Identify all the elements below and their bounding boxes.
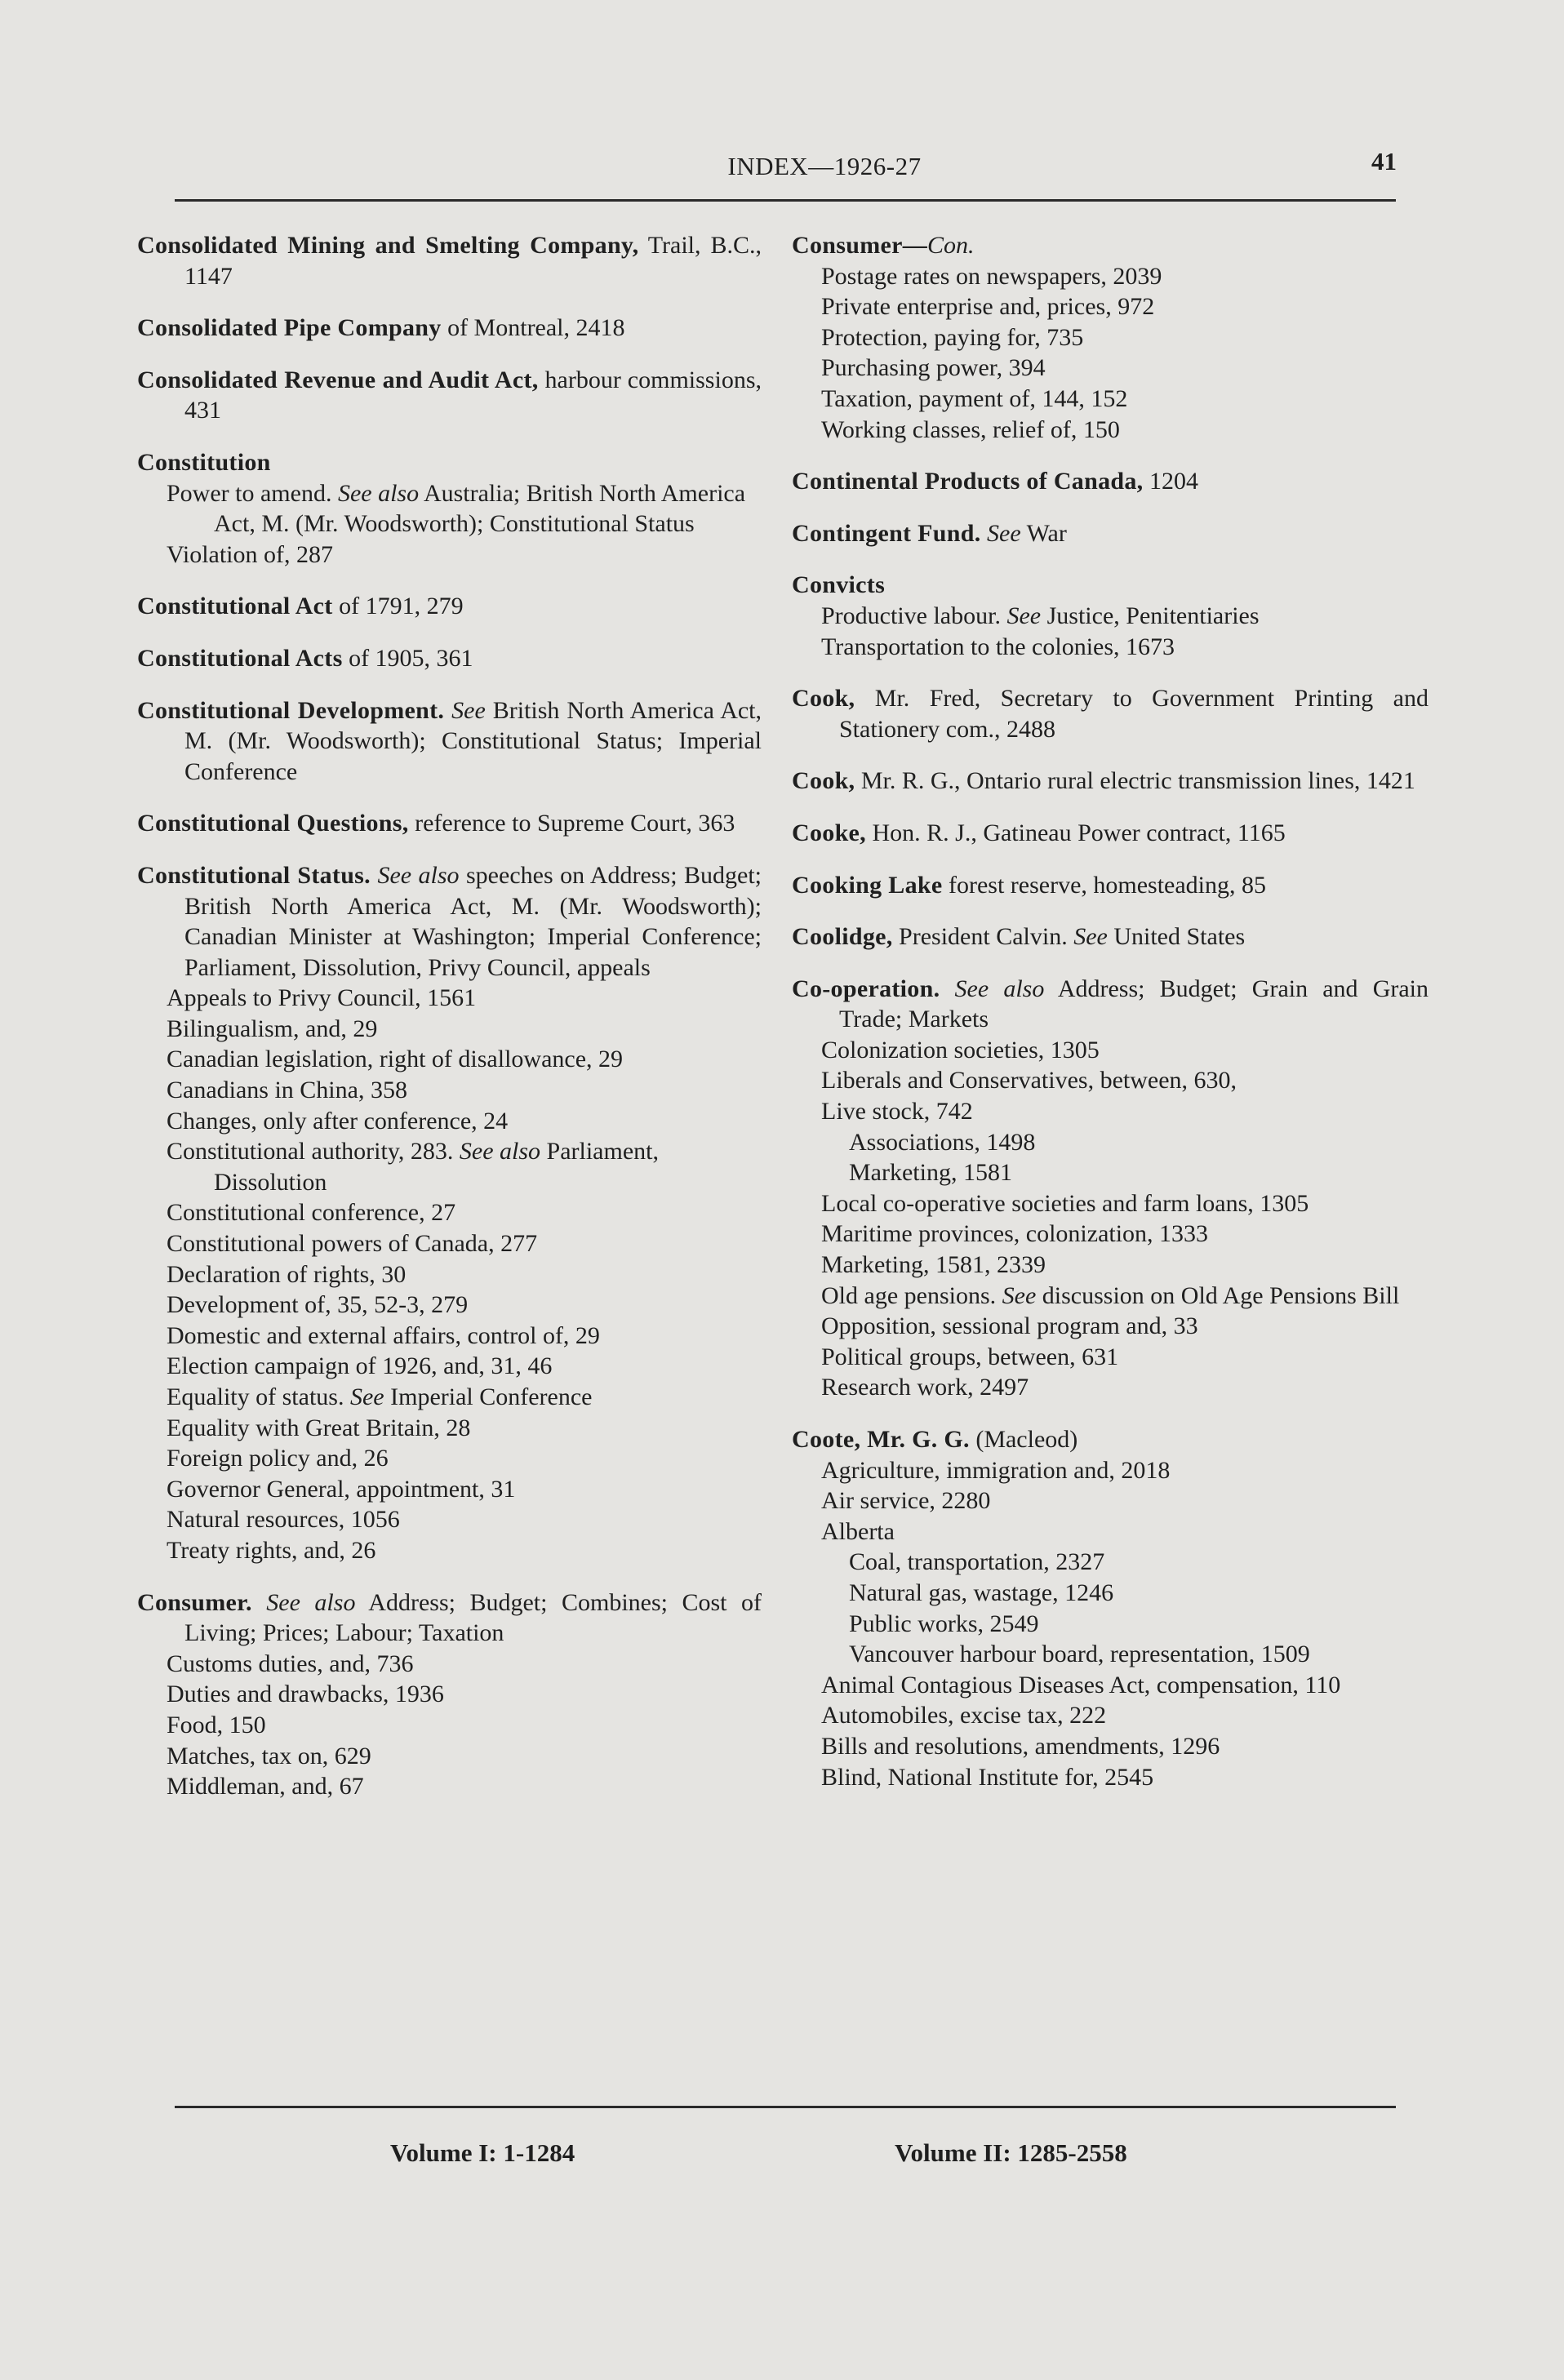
sub-entry-text: Agriculture, immigration and, 2018 [821,1456,1171,1484]
sub-sub-entry [792,1578,1428,1609]
sub-entry-text: Bilingualism, and, 29 [167,1015,378,1042]
entry-heading: Convicts [792,571,886,599]
entry-heading: Constitutional Act [137,593,333,620]
sub-entry-text: Liberals and Conservatives, between, 630, [821,1067,1237,1095]
entry-head [137,860,762,983]
sub-entry-text: Associations, 1498 [849,1128,1036,1156]
sub-entry [137,1290,762,1321]
entry-see-reference: See [1073,923,1108,951]
sub-entry [137,1228,762,1259]
sub-entry [792,353,1428,384]
sub-entry-text: Private enterprise and, prices, 972 [821,293,1155,321]
entry-heading: Consolidated Mining and Smelting Company, [137,232,639,259]
entry-reference-text: War [1020,519,1067,547]
sub-entry [137,983,762,1014]
sub-entry [792,322,1428,353]
sub-entry [792,1455,1428,1486]
entry-heading: Continental Products of Canada, [792,468,1144,495]
sub-entry [137,1504,762,1535]
index-entry [137,808,762,839]
sub-entry-text: Election campaign of 1926, and, 31, 46 [167,1352,553,1380]
entry-heading: Consolidated Pipe Company [137,314,442,342]
entry-heading: Cooke, [792,819,866,846]
entry-head [137,643,762,674]
sub-entry [792,261,1428,292]
entry-heading: Constitutional Acts [137,644,343,672]
sub-entry-text: Postage rates on newspapers, 2039 [821,262,1162,290]
entry-text [940,975,954,1002]
sub-entry-text: Equality of status. [167,1383,350,1410]
sub-entry-text: Working classes, relief of, 150 [821,415,1120,443]
sub-entry-text: Canadian legislation, right of disallowance, 29 [167,1046,624,1073]
entry-text: Mr. R. G., Ontario rural electric transmission lines, 1421 [855,767,1415,795]
sub-entry-text: Constitutional powers of Canada, 277 [167,1230,538,1258]
sub-entry [137,1197,762,1228]
sub-entry [792,1670,1428,1701]
entry-text: forest reserve, homesteading, 85 [942,871,1267,899]
index-entry [792,466,1428,497]
sub-entry-reference-text: Justice, Penitentiaries [1041,602,1260,629]
entry-reference-text: speeches on Address; Budget; British North America Act, M. (Mr. Woodsworth); Canadian Minister at Washington; Imperial Conference; Parliament, Dissolution, Privy Council, appeals [184,861,762,981]
sub-entry-text: Old age pensions. [821,1281,1002,1309]
entry-reference-text: Address; Budget; Grain and Grain Trade; Markets [839,975,1429,1033]
sub-entry-reference-text: Imperial Conference [384,1383,593,1410]
sub-entry-text: Alberta [821,1517,895,1545]
sub-entry [137,1106,762,1137]
entry-head [137,365,762,426]
sub-entry-text: Taxation, payment of, 144, 152 [821,384,1128,412]
sub-entry [137,1771,762,1802]
entry-text [252,1589,267,1616]
entry-text: Hon. R. J., Gatineau Power contract, 1165 [865,819,1286,846]
entry-head [792,870,1428,901]
index-entry [792,230,1428,445]
entry-head [137,313,762,344]
entry-text: of Montreal, 2418 [441,314,625,342]
entry-text: of 1905, 361 [342,644,473,672]
sub-entry [792,1311,1428,1342]
entry-heading: Cook, [792,767,855,795]
entry-heading: Consolidated Revenue and Audit Act, [137,366,539,393]
entry-heading: Constitution [137,448,271,476]
sub-entry-text: Blind, National Institute for, 2545 [821,1763,1154,1791]
entry-head [792,466,1428,497]
sub-entry [137,1382,762,1413]
sub-entry [792,1219,1428,1250]
sub-entry-text: Air service, 2280 [821,1487,991,1515]
volume-2-range: Volume II: 1285-2558 [895,2138,1127,2167]
page-number: 41 [1371,147,1397,175]
sub-entry-text: Development of, 35, 52-3, 279 [167,1291,469,1319]
entry-text [444,697,451,724]
entry-text: 1204 [1143,468,1198,495]
sub-entry [137,1259,762,1290]
entry-heading: Constitutional Development. [137,696,445,724]
sub-entry-text: Treaty rights, and, 26 [167,1536,376,1564]
entry-head [792,1424,1428,1455]
sub-entry-see-reference: See [1002,1281,1037,1309]
sub-entry [137,1741,762,1772]
sub-entry-text: Domestic and external affairs, control of, 29 [167,1321,600,1349]
index-entry [792,766,1428,797]
sub-entry [137,1679,762,1710]
entry-reference-text: British North America Act, M. (Mr. Woodsworth); Constitutional Status; Imperial Conference [184,696,762,785]
index-entry [137,447,762,570]
index-entry [792,818,1428,849]
entry-head [792,818,1428,849]
sub-entry-text: Maritime provinces, colonization, 1333 [821,1220,1209,1248]
sub-entry-text: Colonization societies, 1305 [821,1036,1100,1063]
sub-entry-text: Constitutional authority, 283. [167,1138,460,1166]
sub-entry-text: Protection, paying for, 735 [821,323,1084,351]
entry-head [792,683,1428,744]
sub-entry [792,1516,1428,1547]
entry-see-reference: See [987,519,1021,547]
sub-entry-see-reference: See [349,1383,384,1410]
index-entry [137,591,762,622]
sub-entry-text: Matches, tax on, 629 [167,1742,371,1769]
entry-see-reference: Con. [927,232,975,259]
sub-sub-entry [792,1157,1428,1188]
sub-entry-text: Coal, transportation, 2327 [849,1548,1105,1576]
entry-text: harbour commissions, 431 [184,366,762,424]
sub-entry-text: Automobiles, excise tax, 222 [821,1702,1107,1729]
sub-entry [792,415,1428,446]
entry-text: Trail, B.C., 1147 [184,232,762,290]
sub-entry [137,1710,762,1741]
entry-heading: Coolidge, [792,923,893,951]
sub-entry-text: Equality with Great Britain, 28 [167,1414,471,1441]
index-entry [792,570,1428,662]
sub-entry-text: Changes, only after conference, 24 [167,1107,509,1134]
index-entry [137,1587,762,1802]
sub-entry [792,1372,1428,1403]
sub-entry [137,1351,762,1382]
sub-entry-see-reference: See [1006,602,1042,629]
sub-entry [792,1096,1428,1127]
index-entry [792,1424,1428,1792]
entry-head [137,230,762,291]
entry-head [792,230,1428,261]
entry-head [792,974,1428,1035]
sub-entry [792,1700,1428,1731]
sub-entry-text: Middleman, and, 67 [167,1773,364,1801]
entry-heading: Consumer— [792,232,928,259]
sub-entry [792,1035,1428,1066]
index-entry [137,230,762,291]
sub-entry [137,1014,762,1045]
index-entry [792,921,1428,952]
sub-entry-text: Public works, 2549 [849,1610,1039,1637]
entry-see-reference: See also [954,975,1045,1002]
entry-text: (Macleod) [969,1426,1078,1453]
entry-heading: Constitutional Status. [137,861,371,889]
sub-entry-text: Food, 150 [167,1711,266,1738]
sub-entry [137,1413,762,1444]
sub-entry [792,1250,1428,1281]
sub-entry-text: Declaration of rights, 30 [167,1260,407,1288]
running-head: INDEX—1926-27 [727,152,922,180]
sub-entry-text: Marketing, 1581, 2339 [821,1251,1046,1279]
sub-entry-text: Transportation to the colonies, 1673 [821,633,1175,660]
entry-head [137,1587,762,1649]
sub-sub-entry [792,1609,1428,1640]
sub-entry-text: Local co-operative societies and farm loans, 1305 [821,1189,1309,1217]
entry-heading: Cook, [792,685,855,713]
entry-see-reference: See [451,696,486,724]
sub-entry-text: Animal Contagious Diseases Act, compensation, 110 [821,1671,1341,1698]
entry-head [792,518,1428,549]
entry-text: President Calvin. [892,923,1074,951]
entry-heading: Contingent Fund. [792,519,981,547]
entry-reference-text: Address; Budget; Combines; Cost of Living; Prices; Labour; Taxation [184,1588,762,1647]
sub-entry-text: Customs duties, and, 736 [167,1650,414,1677]
sub-entry [137,1649,762,1680]
entry-heading: Coote, Mr. G. G. [792,1426,970,1453]
sub-entry [792,1485,1428,1516]
entry-heading: Constitutional Questions, [137,810,409,837]
sub-sub-entry [792,1639,1428,1670]
sub-entry [792,1188,1428,1219]
sub-entry-text: Appeals to Privy Council, 1561 [167,984,477,1012]
entry-head [792,766,1428,797]
top-rule [175,199,1396,202]
index-entry [792,974,1428,1403]
sub-entry-text: Marketing, 1581 [849,1159,1012,1187]
volume-1-range: Volume I: 1-1284 [390,2138,575,2167]
sub-entry-reference-text: Parliament, Dissolution [214,1138,659,1196]
entry-head [792,570,1428,601]
sub-entry-reference-text: discussion on Old Age Pensions Bill [1036,1281,1400,1309]
entry-head [137,808,762,839]
entry-text: Mr. Fred, Secretary to Government Printing and Stationery com., 2488 [839,685,1428,743]
entry-see-reference: See also [266,1588,356,1616]
sub-entry-text: Productive labour. [821,602,1007,629]
sub-entry [792,1065,1428,1096]
sub-entry-text: Research work, 2497 [821,1374,1029,1401]
sub-entry [137,539,762,571]
index-entry [137,365,762,426]
sub-entry-text: Constitutional conference, 27 [167,1199,456,1227]
entry-reference-text: United States [1107,923,1246,951]
sub-entry [792,601,1428,632]
sub-entry [792,1342,1428,1373]
entry-heading: Co-operation. [792,975,940,1002]
sub-entry [792,1731,1428,1762]
entry-head [137,695,762,788]
sub-entry-text: Canadians in China, 358 [167,1077,407,1104]
sub-entry [137,1075,762,1106]
index-entry [137,643,762,674]
sub-entry-text: Bills and resolutions, amendments, 1296 [821,1732,1220,1760]
sub-entry-text: Violation of, 287 [167,540,334,568]
entry-text: of 1791, 279 [332,593,464,620]
entry-text: reference to Supreme Court, 363 [408,810,735,837]
bottom-rule [175,2106,1396,2108]
sub-entry-text: Power to amend. [167,479,338,507]
index-entry [792,518,1428,549]
index-entry [137,695,762,788]
sub-entry-see-reference: See also [337,479,420,507]
sub-entry-text: Natural resources, 1056 [167,1506,400,1534]
sub-entry [137,1443,762,1474]
sub-entry [792,1281,1428,1312]
sub-entry-see-reference: See also [459,1138,541,1166]
sub-entry [792,384,1428,415]
sub-entry [792,291,1428,322]
sub-entry-text: Political groups, between, 631 [821,1343,1119,1370]
sub-entry [792,632,1428,663]
right-column [792,230,1428,1814]
sub-entry-text: Duties and drawbacks, 1936 [167,1681,444,1708]
sub-entry [137,1321,762,1352]
sub-entry [792,1762,1428,1793]
sub-entry-text: Vancouver harbour board, representation, 1509 [849,1641,1310,1668]
entry-head [137,591,762,622]
sub-entry [137,478,762,539]
sub-sub-entry [792,1127,1428,1158]
sub-entry-text: Opposition, sessional program and, 33 [821,1312,1198,1340]
index-entry [792,683,1428,744]
sub-sub-entry [792,1547,1428,1578]
entry-head [792,921,1428,952]
sub-entry-text: Foreign policy and, 26 [167,1445,389,1472]
index-entry [137,313,762,344]
sub-entry-text: Natural gas, wastage, 1246 [849,1579,1114,1606]
sub-entry-text: Purchasing power, 394 [821,354,1046,382]
sub-entry [137,1474,762,1505]
entry-see-reference: See also [377,861,460,889]
sub-entry [137,1136,762,1197]
sub-entry-reference-text: Australia; British North America Act, M. (Mr. Woodsworth); Constitutional Status [214,479,746,538]
entry-text [981,520,988,547]
entry-heading: Cooking Lake [792,871,943,899]
entry-head [137,447,762,478]
index-entry [792,870,1428,901]
entry-heading: Consumer. [137,1588,252,1616]
sub-entry-text: Live stock, 742 [821,1098,973,1126]
index-entry [137,860,762,1566]
sub-entry [137,1044,762,1075]
sub-entry [137,1535,762,1566]
sub-entry-text: Governor General, appointment, 31 [167,1475,516,1503]
left-column [137,230,762,1823]
